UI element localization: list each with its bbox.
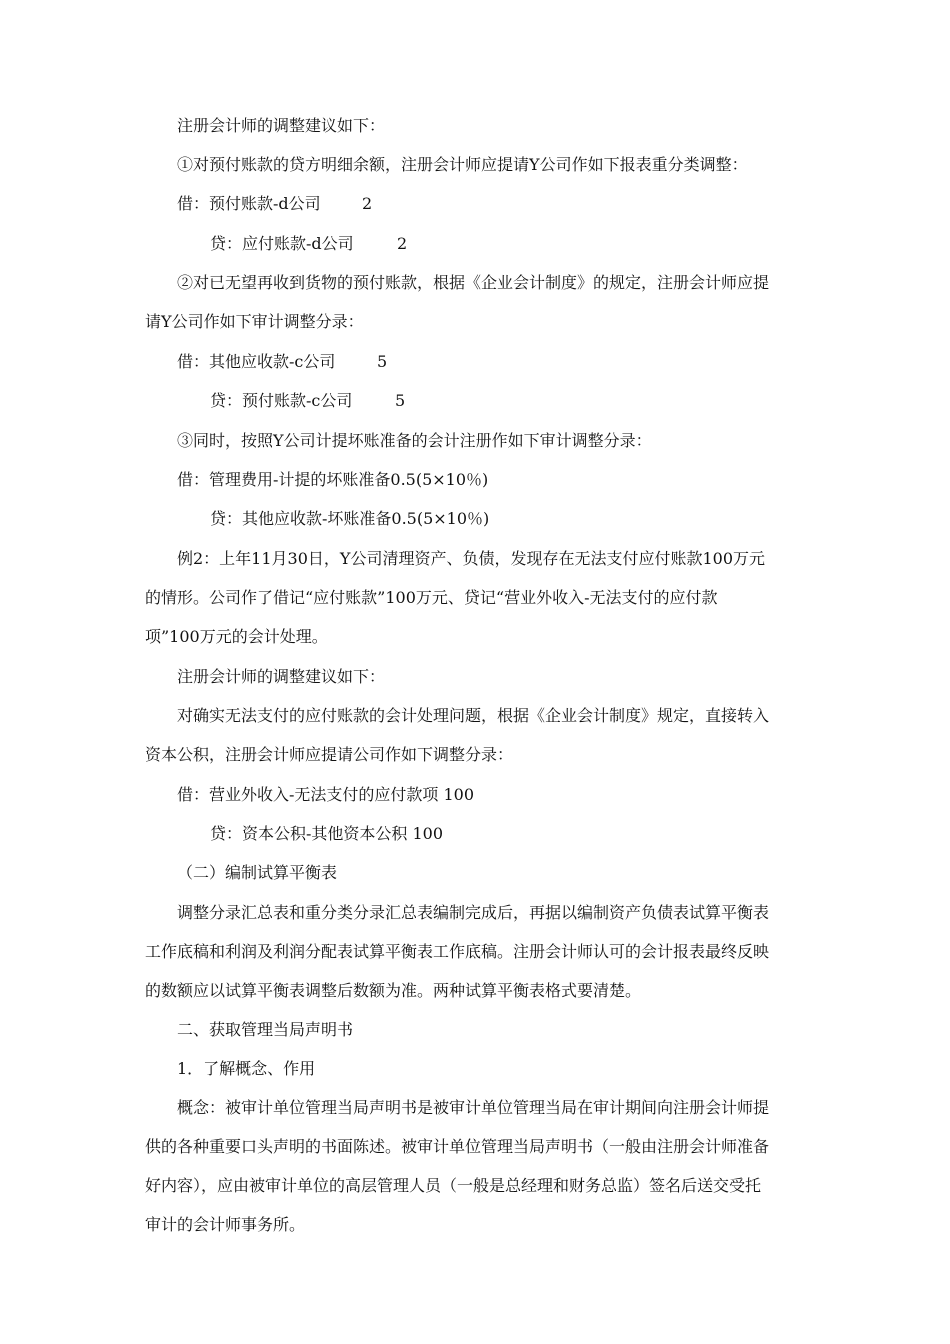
amount: 5 [395,391,406,410]
text-line: ①对预付账款的贷方明细余额，注册会计师应提请Y公司作如下报表重分类调整： [177,155,748,174]
text-line: 供的各种重要口头声明的书面陈述。被审计单位管理当局声明书（一般由注册会计师准备 [145,1137,770,1156]
text-line: 审计的会计师事务所。 [145,1215,306,1234]
text-line: 调整分录汇总表和重分类分录汇总表编制完成后，再据以编制资产负债表试算平衡表 [177,903,770,922]
text-line: 贷：应付账款-d公司 [210,234,354,253]
text-line: 借：管理费用-计提的坏账准备0.5(5×10％) [177,470,489,489]
section-heading: 1．了解概念、作用 [177,1059,316,1078]
text-line: 例2：上年11月30日，Y公司清理资产、负债，发现存在无法支付应付账款100万元 [177,549,766,568]
text-line: 贷：其他应收款-坏账准备0.5(5×10％) [210,509,490,528]
text-line: 的情形。公司作了借记“应付账款”100万元、贷记“营业外收入-无法支付的应付款 [145,588,718,607]
text-line: 项”100万元的会计处理。 [145,627,328,646]
section-heading: 二、获取管理当局声明书 [177,1020,354,1039]
text-line: 工作底稿和利润及利润分配表试算平衡表工作底稿。注册会计师认可的会计报表最终反映 [145,942,770,961]
text-line: ②对已无望再收到货物的预付账款，根据《企业会计制度》的规定，注册会计师应提 [177,273,770,292]
text-line: 注册会计师的调整建议如下： [177,667,386,686]
text-line: 概念：被审计单位管理当局声明书是被审计单位管理当局在审计期间向注册会计师提 [177,1098,770,1117]
text-line: 的数额应以试算平衡表调整后数额为准。两种试算平衡表格式要清楚。 [145,981,642,1000]
text-line: 借：其他应收款-c公司 [177,352,336,371]
text-line: 贷：资本公积-其他资本公积 100 [210,824,444,843]
text-line: 贷：预付账款-c公司 [210,391,353,410]
text-line: 借：营业外收入-无法支付的应付款项 100 [177,785,475,804]
amount: 2 [362,194,373,213]
text-line: 好内容），应由被审计单位的高层管理人员（一般是总经理和财务总监）签名后送交受托 [145,1176,762,1195]
text-line: 资本公积，注册会计师应提请公司作如下调整分录： [145,745,514,764]
text-line: 对确实无法支付的应付账款的会计处理问题，根据《企业会计制度》规定，直接转入 [177,706,770,725]
section-heading: （二）编制试算平衡表 [177,863,338,882]
amount: 2 [397,234,408,253]
amount: 5 [377,352,388,371]
text-line: 借：预付账款-d公司 [177,194,321,213]
text-line: 请Y公司作如下审计调整分录： [145,312,364,331]
text-line: ③同时，按照Y公司计提坏账准备的会计注册作如下审计调整分录： [177,431,652,450]
text-line: 注册会计师的调整建议如下： [177,116,386,135]
